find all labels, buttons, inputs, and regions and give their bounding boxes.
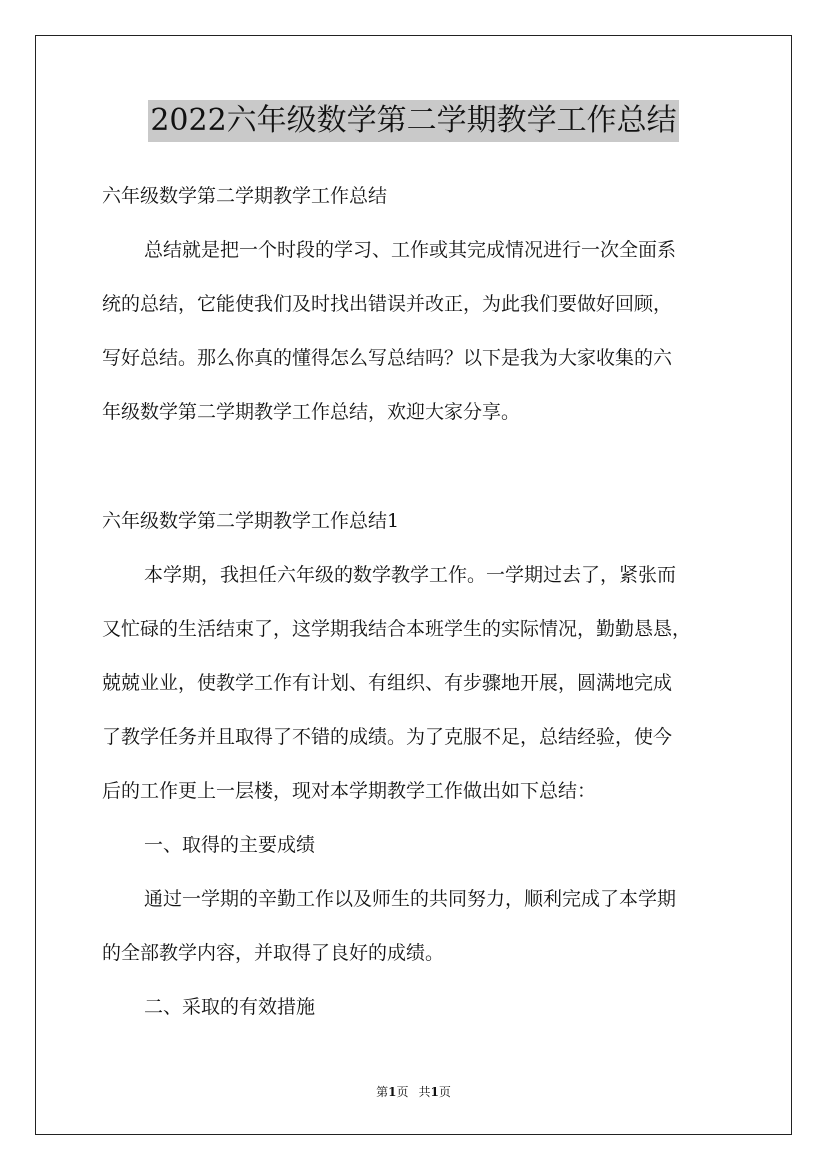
page-number: 1 — [388, 1085, 397, 1099]
body-line: 了教学任务并且取得了不错的成绩。为了克服不足，总结经验，使今 — [102, 726, 673, 748]
document-subtitle: 六年级数学第二学期教学工作总结 — [102, 185, 388, 207]
body-line: 又忙碌的生活结束了，这学期我结合本班学生的实际情况，勤勤恳恳， — [102, 618, 692, 640]
intro-line: 总结就是把一个时段的学习、工作或其完成情况进行一次全面系 — [144, 239, 677, 261]
page-label-suffix: 页 — [396, 1085, 409, 1099]
intro-line: 写好总结。那么你真的懂得怎么写总结吗？以下是我为大家收集的六 — [102, 347, 673, 369]
total-label-prefix: 共 — [418, 1085, 431, 1099]
point-one-line: 通过一学期的辛勤工作以及师生的共同努力，顺利完成了本学期 — [144, 888, 677, 910]
body-line: 本学期，我担任六年级的数学教学工作。一学期过去了，紧张而 — [144, 564, 677, 586]
point-two-heading: 二、采取的有效措施 — [144, 996, 316, 1018]
total-label-suffix: 页 — [438, 1085, 451, 1099]
page-footer — [0, 1084, 827, 1100]
body-line: 后的工作更上一层楼，现对本学期教学工作做出如下总结： — [102, 780, 597, 802]
total-pages-number: 1 — [430, 1085, 439, 1099]
body-line: 兢兢业业，使教学工作有计划、有组织、有步骤地开展，圆满地完成 — [102, 672, 673, 694]
document-title: 2022六年级数学第二学期教学工作总结 — [148, 100, 678, 142]
point-one-heading: 一、取得的主要成绩 — [144, 834, 316, 856]
title-container — [0, 100, 827, 142]
intro-line: 统的总结，它能使我们及时找出错误并改正，为此我们要做好回顾， — [102, 293, 673, 315]
intro-line: 年级数学第二学期教学工作总结，欢迎大家分享。 — [102, 401, 521, 423]
section-heading: 六年级数学第二学期教学工作总结1 — [102, 510, 400, 532]
point-one-line: 的全部教学内容，并取得了良好的成绩。 — [102, 942, 445, 964]
page-label-prefix: 第 — [376, 1085, 389, 1099]
